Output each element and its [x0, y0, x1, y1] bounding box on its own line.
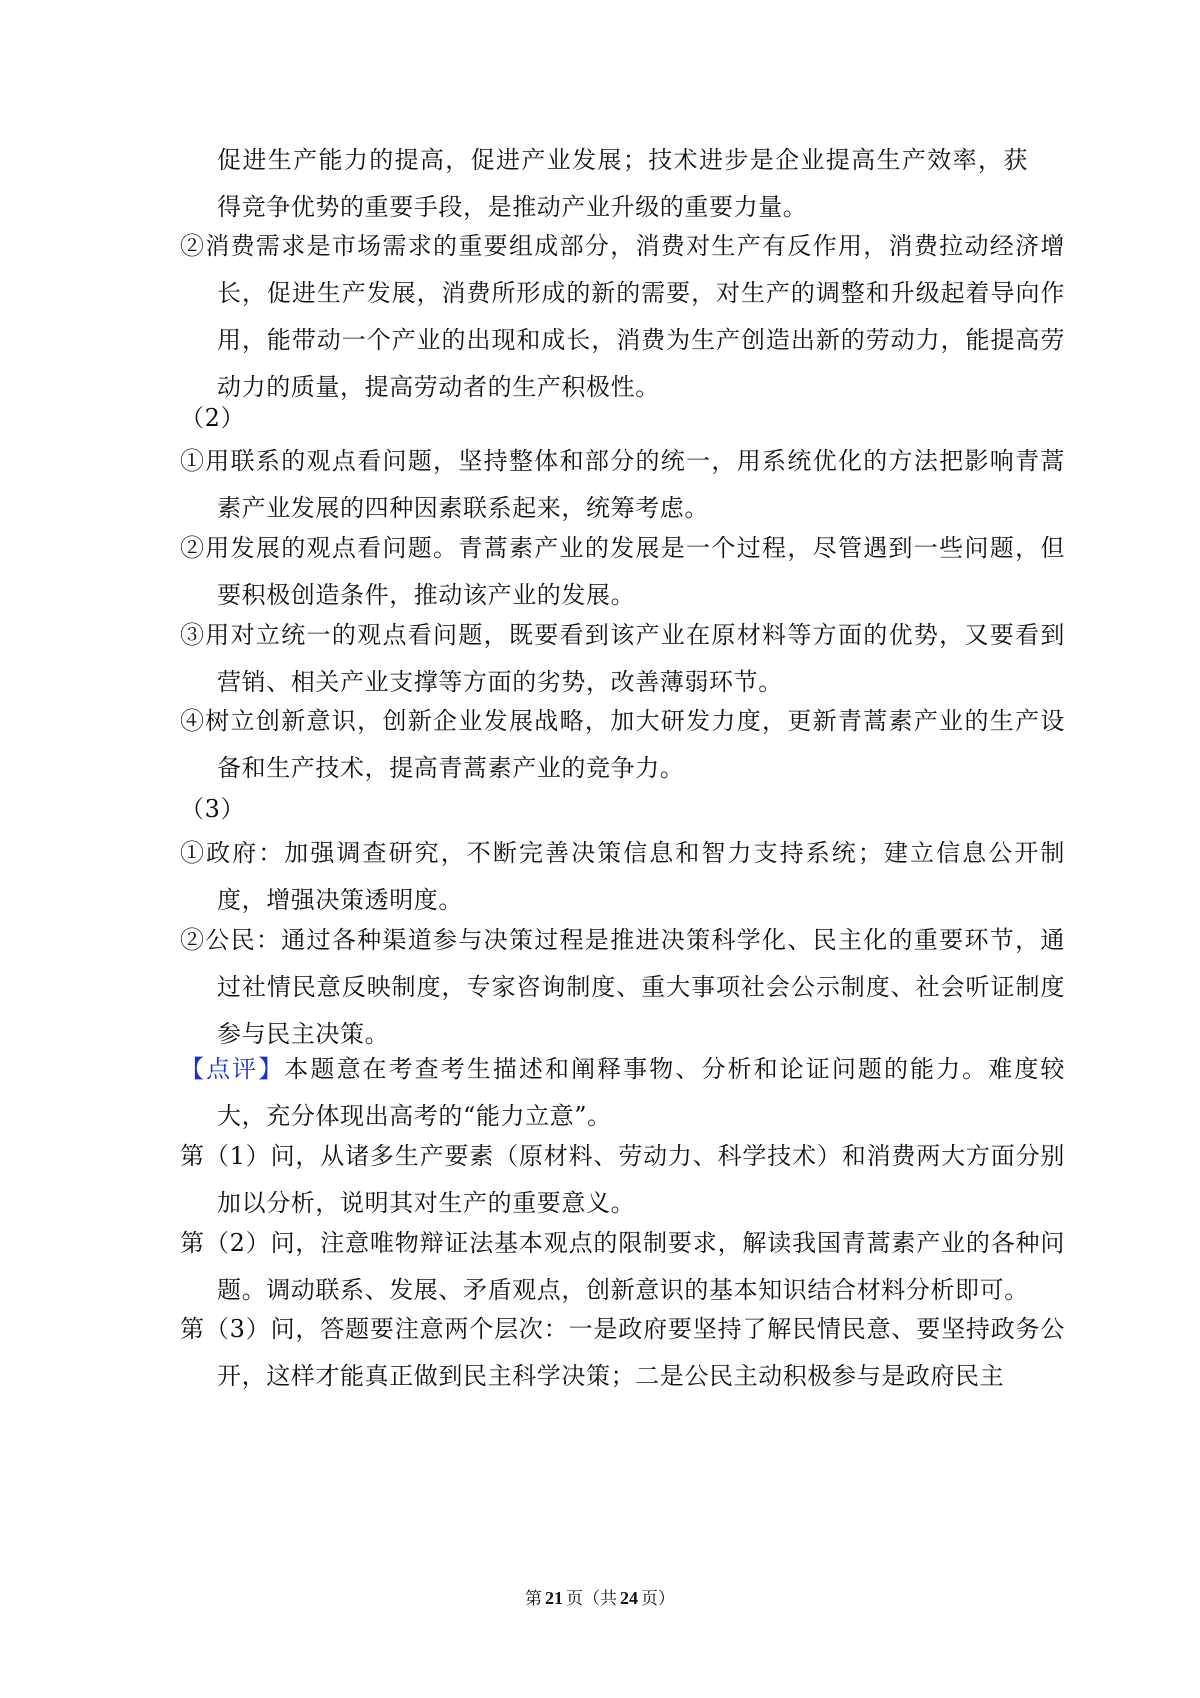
page-footer	[0, 1587, 1200, 1610]
footer-suffix: 页）	[641, 1589, 675, 1609]
question-3-heading: （3）	[180, 795, 246, 823]
paragraph-consumption: ②消费需求是市场需求的重要组成部分，消费对生产有反作用，消费拉动经济增长，促进生产发展，消费所形成的新的需要，对生产的调整和升级起着导向作用，能带动一个产业的出现和成长，消费为生产创造出新的劳动力，能提高劳动力的质量，提高劳动者的生产积极性。	[180, 232, 1065, 401]
paragraph-q2-point-3: ③用对立统一的观点看问题，既要看到该产业在原材料等方面的优势，又要看到营销、相关产业支撑等方面的劣势，改善薄弱环节。	[180, 621, 1065, 696]
paragraph-review	[180, 1046, 1065, 1140]
footer-middle: 页（共	[566, 1589, 617, 1609]
paragraph-continuation: 促进生产能力的提高，促进产业发展；技术进步是企业提高生产效率，获得竞争优势的重要手段，是推动产业升级的重要力量。	[217, 146, 1028, 221]
paragraph-q2-point-1: ①用联系的观点看问题，坚持整体和部分的统一，用系统优化的方法把影响青蒿素产业发展的四种因素联系起来，统筹考虑。	[180, 447, 1065, 522]
paragraph-analysis-q1: 第（1）问，从诸多生产要素（原材料、劳动力、科学技术）和消费两大方面分别加以分析，说明其对生产的重要意义。	[180, 1142, 1065, 1217]
paragraph-q2-point-2: ②用发展的观点看问题。青蒿素产业的发展是一个过程，尽管遇到一些问题，但要积极创造条件，推动该产业的发展。	[180, 534, 1065, 609]
paragraph-q2-point-4: ④树立创新意识，创新企业发展战略，加大研发力度，更新青蒿素产业的生产设备和生产技术，提高青蒿素产业的竞争力。	[180, 707, 1065, 782]
paragraph-q3-citizen: ②公民：通过各种渠道参与决策过程是推进决策科学化、民主化的重要环节，通过社情民意反映制度，专家咨询制度、重大事项社会公示制度、社会听证制度参与民主决策。	[180, 926, 1065, 1048]
footer-prefix: 第	[525, 1589, 542, 1609]
question-2-heading: （2）	[180, 404, 246, 432]
footer-page-number: 21	[545, 1588, 563, 1608]
footer-total-pages: 24	[620, 1588, 638, 1608]
paragraph-q3-government: ①政府：加强调查研究，不断完善决策信息和智力支持系统；建立信息公开制度，增强决策透明度。	[180, 839, 1065, 914]
review-tag: 【点评】	[180, 1055, 285, 1083]
paragraph-analysis-q3: 第（3）问，答题要注意两个层次：一是政府要坚持了解民情民意、要坚持政务公开，这样才能真正做到民主科学决策；二是公民主动积极参与是政府民主	[180, 1315, 1065, 1390]
review-text: 本题意在考查考生描述和阐释事物、分析和论证问题的能力。难度较大，充分体现出高考的“能力立意”。	[217, 1055, 1065, 1130]
paragraph-analysis-q2: 第（2）问，注意唯物辩证法基本观点的限制要求，解读我国青蒿素产业的各种问题。调动联系、发展、矛盾观点，创新意识的基本知识结合材料分析即可。	[180, 1229, 1065, 1304]
